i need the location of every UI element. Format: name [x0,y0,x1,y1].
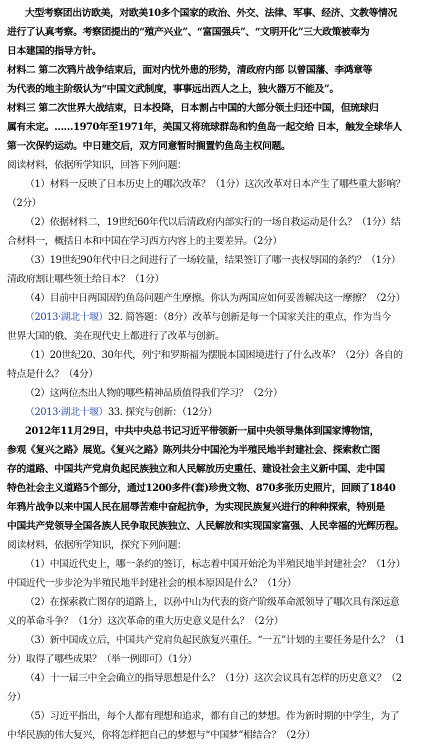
text-line: 参观《复兴之路》展览。《复兴之路》陈列共分中国沦为半殖民地半封建社会、探索救亡图 [7,445,380,456]
text-line: （3）新中国成立后，中国共产党肩负起民族复兴重任。“一五”计划的主要任务是什么？（1 [25,635,406,646]
source-tag: （2013·湖北十堰） [25,312,108,323]
text-line: （4）十一届三中全会确立的指导思想是什么？（1分）这次会议具有怎样的历史意义？（2 [25,673,402,684]
text-line: 义的革命斗争？（1分）这次革命的重大历史意义是什么？（2分） [7,616,284,627]
text-line: （4）目前中日两国因钓鱼岛问题产生摩擦。你认为两国应如何妥善解决这一摩擦？（2分） [25,293,406,304]
text-line: 清政府割让哪些领土给日本？（1分） [7,274,165,285]
text-line: 特色社会主义道路5个部分，通过1200多件(套)珍贵文物、870多张历史照片，回顾了1840 [7,483,396,494]
text-line: 材料三 第二次世界大战结束，日本投降，日本割占中国的大部分领土归还中国，但琉球归 [7,103,379,114]
text-line: 为代表的地主阶级认为“中国文武制度，事事远出西人之上，独火器万不能及”。 [7,84,339,95]
text-line: （2分） [7,198,42,209]
text-line: （3）19世纪90年代中日之间进行了一场较量，结果签订了哪一丧权辱国的条约？（1分） [25,255,401,266]
text-line: 中国共产党领导全国各族人民争取民族独立、人民解放和实现国家富强、人民幸福的光辉历程。 [7,521,404,532]
text-line: 中国近代一步步沦为半殖民地半封建社会的根本原因是什么？（1分） [7,578,297,589]
text-line: 阅读材料，依据所学知识，回答下列问题： [7,160,187,171]
text-line: 材料二 第二次鸦片战争结束后，面对内忧外患的形势，清政府内部 以曾国藩、李鸿章等 [7,65,373,76]
source-tag: （2013·湖北十堰） [25,407,108,418]
text-line: 第一次保钓运动。中日建交后，双方同意暂时搁置钓鱼岛主权问题。 [7,141,291,152]
question-text: 32. 简答题：（8分）改革与创新是每一个国家关注的重点，作为当今 [107,312,391,323]
text-line: 合材料一，概括日本和中国在学习西方内容上的主要差异。（2分） [7,236,282,247]
text-line: （2）这两位杰出人物的哪些精神品质值得我们学习？（2分） [25,388,283,399]
text-line: 分）取得了哪些成果？（举一例即可）（1分） [7,654,197,665]
text-line: （5）习近平指出，每个人都有理想和追求，都有自己的梦想。作为新时期的中学生，为了 [25,711,400,722]
text-line: 大型考察团出访欧美，对欧美10多个国家的政治、外交、法律、军事、经济、文教等情况 [25,8,397,19]
text-line: 阅读材料，依据所学知识，探究下列问题： [7,540,187,551]
text-line: （1）20世纪20、30年代，列宁和罗斯福为摆脱本国困境进行了什么改革？（2分）各自的 [25,350,403,361]
text-line: （1）材料一反映了日本历史上的哪次改革？（1分）这次改革对日本产生了哪些重大影响？ [25,179,406,190]
text-line: 存的道路、中国共产党肩负起民族独立和人民解放历史重任、建设社会主义新中国、走中国 [7,464,385,475]
text-line: 中华民族的伟大复兴，你将怎样把自己的梦想与“中国梦”相结合？（2分） [7,730,316,741]
text-line: 日本建国的指导方针。 [7,46,102,57]
text-line: 世界大国的俄、美在现代史上都进行了改革与创新。 [7,331,225,342]
document-body [7,4,442,745]
text-line: （1）中国近代史上，哪一条约的签订，标志着中国开始沦为半殖民地半封建社会？（1分） [25,559,406,570]
text-line: （2）依据材料二，19世纪60年代以后清政府内部实行的一场自救运动是什么？（1分）结 [25,217,401,228]
text-line: 2012年11月29日，中共中央总书记习近平带领新一届中央领导集体到国家博物馆， [25,426,380,437]
question-text: 33. 探究与创新：（12分） [107,407,218,418]
text-line: 特点是什么？（4分） [7,369,98,380]
text-line [7,308,442,327]
text-line: 属有未定。……1970年至1971年，美国又将琉球群岛和钓鱼岛一起交给 日本，触发全球华人 [7,122,402,133]
text-line: （2）在探索救亡图存的道路上，以孙中山为代表的资产阶级革命派领导了哪次具有深远意 [25,597,400,608]
text-line: 年鸦片战争以来中国人民在屈辱苦难中奋起抗争，为实现民族复兴进行的种种探索，特别是 [7,502,385,513]
text-line [7,403,442,422]
text-line: 进行了认真考察。考察团提出的“殖产兴业”、“富国强兵”、“文明开化”三大政策被奉为 [7,27,370,38]
text-line: 分） [7,692,26,703]
